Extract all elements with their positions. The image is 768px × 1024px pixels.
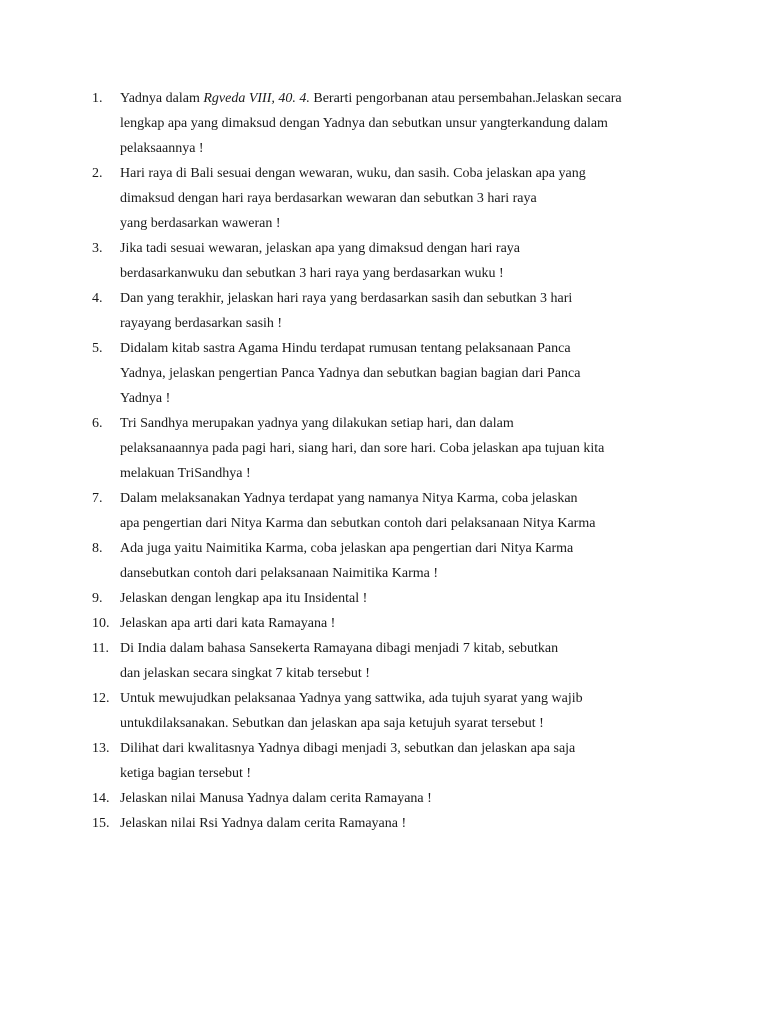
question-item xyxy=(0,636,768,686)
question-line: berdasarkanwuku dan sebutkan 3 hari raya yang berdasarkan wuku ! xyxy=(120,266,504,281)
question-text xyxy=(120,786,720,811)
question-text xyxy=(120,686,720,736)
question-line: Jelaskan nilai Manusa Yadnya dalam cerita Ramayana ! xyxy=(120,791,432,806)
question-item xyxy=(0,86,768,161)
question-item xyxy=(0,411,768,486)
question-number: 9. xyxy=(92,591,103,606)
question-item xyxy=(0,336,768,411)
question-line: ketiga bagian tersebut ! xyxy=(120,766,252,781)
question-text xyxy=(120,86,720,161)
question-number: 10. xyxy=(92,616,110,631)
question-number: 6. xyxy=(92,416,103,431)
question-line: Didalam kitab sastra Agama Hindu terdapat rumusan tentang pelaksanaan Panca xyxy=(120,341,571,356)
question-line: Dalam melaksanakan Yadnya terdapat yang namanya Nitya Karma, coba jelaskan xyxy=(120,491,578,506)
question-number: 13. xyxy=(92,741,110,756)
question-number: 8. xyxy=(92,541,103,556)
question-line: lengkap apa yang dimaksud dengan Yadnya dan sebutkan unsur yangterkandung dalam xyxy=(120,116,608,131)
question-line: melakuan TriSandhya ! xyxy=(120,466,251,481)
question-line: Jelaskan dengan lengkap apa itu Insidental ! xyxy=(120,591,368,606)
question-number: 5. xyxy=(92,341,103,356)
question-item xyxy=(0,686,768,736)
question-line: Hari raya di Bali sesuai dengan wewaran, wuku, dan sasih. Coba jelaskan apa yang xyxy=(120,166,586,181)
question-line: rayayang berdasarkan sasih ! xyxy=(120,316,283,331)
question-text xyxy=(120,336,720,411)
question-line: pelaksanaannya pada pagi hari, siang hari, dan sore hari. Coba jelaskan apa tujuan kita xyxy=(120,441,605,456)
question-line: untukdilaksanakan. Sebutkan dan jelaskan apa saja ketujuh syarat tersebut ! xyxy=(120,716,544,731)
question-item xyxy=(0,811,768,836)
question-item xyxy=(0,486,768,536)
question-number: 3. xyxy=(92,241,103,256)
question-text xyxy=(120,236,720,286)
question-item xyxy=(0,611,768,636)
question-line xyxy=(120,86,720,111)
question-number: 14. xyxy=(92,791,110,806)
question-line: Dilihat dari kwalitasnya Yadnya dibagi menjadi 3, sebutkan dan jelaskan apa saja xyxy=(120,741,576,756)
question-list xyxy=(0,86,768,836)
question-text xyxy=(120,611,720,636)
question-text xyxy=(120,636,720,686)
question-item xyxy=(0,736,768,786)
question-line: Dan yang terakhir, jelaskan hari raya yang berdasarkan sasih dan sebutkan 3 hari xyxy=(120,291,573,306)
question-line-prefix: Yadnya dalam xyxy=(120,91,204,106)
question-line: Ada juga yaitu Naimitika Karma, coba jelaskan apa pengertian dari Nitya Karma xyxy=(120,541,574,556)
question-line: Jelaskan nilai Rsi Yadnya dalam cerita Ramayana ! xyxy=(120,816,407,831)
question-text xyxy=(120,286,720,336)
question-line: yang berdasarkan waweran ! xyxy=(120,216,281,231)
question-item xyxy=(0,236,768,286)
question-text xyxy=(120,536,720,586)
question-number: 7. xyxy=(92,491,103,506)
question-item xyxy=(0,161,768,236)
question-text xyxy=(120,736,720,786)
question-line-suffix: Berarti pengorbanan atau persembahan.Jelaskan secara xyxy=(309,91,622,106)
question-number: 15. xyxy=(92,816,110,831)
question-line: Yadnya ! xyxy=(120,391,171,406)
question-line: Jika tadi sesuai wewaran, jelaskan apa yang dimaksud dengan hari raya xyxy=(120,241,521,256)
question-number: 2. xyxy=(92,166,103,181)
question-item xyxy=(0,286,768,336)
question-text xyxy=(120,811,720,836)
question-line: dan jelaskan secara singkat 7 kitab tersebut ! xyxy=(120,666,370,681)
question-text xyxy=(120,586,720,611)
question-line: Tri Sandhya merupakan yadnya yang dilakukan setiap hari, dan dalam xyxy=(120,416,514,431)
question-line: apa pengertian dari Nitya Karma dan sebutkan contoh dari pelaksanaan Nitya Karma xyxy=(120,516,596,531)
question-line: Yadnya, jelaskan pengertian Panca Yadnya dan sebutkan bagian bagian dari Panca xyxy=(120,366,581,381)
question-line: Untuk mewujudkan pelaksanaa Yadnya yang sattwika, ada tujuh syarat yang wajib xyxy=(120,691,583,706)
question-line: Jelaskan apa arti dari kata Ramayana ! xyxy=(120,616,336,631)
question-item xyxy=(0,786,768,811)
question-text xyxy=(120,411,720,486)
question-line: pelaksaannya ! xyxy=(120,141,204,156)
question-item xyxy=(0,586,768,611)
rgveda-citation: Rgveda VIII, 40. 4. xyxy=(203,91,310,106)
question-number: 11. xyxy=(92,641,109,656)
question-line: dansebutkan contoh dari pelaksanaan Naimitika Karma ! xyxy=(120,566,438,581)
question-text xyxy=(120,486,720,536)
question-number: 4. xyxy=(92,291,103,306)
question-number: 12. xyxy=(92,691,110,706)
question-number: 1. xyxy=(92,91,103,106)
question-line: dimaksud dengan hari raya berdasarkan wewaran dan sebutkan 3 hari raya xyxy=(120,191,537,206)
question-line: Di India dalam bahasa Sansekerta Ramayana dibagi menjadi 7 kitab, sebutkan xyxy=(120,641,559,656)
question-item xyxy=(0,536,768,586)
question-text xyxy=(120,161,720,236)
